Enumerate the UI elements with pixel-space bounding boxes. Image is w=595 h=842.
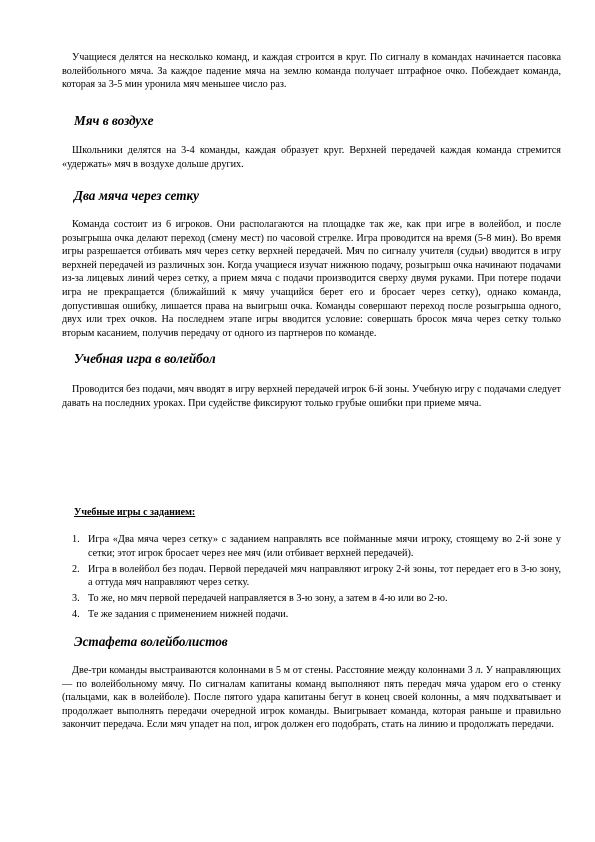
list-item-number: 3. — [72, 593, 80, 605]
section-text-training-game: Проводится без подачи, мяч вводят в игру верхней передачей игрок 6-й зоны. Учебную игру с подачами следует давать на последних уроках. При судействе фиксируют только грубые ошибки при приеме мяча. — [62, 384, 561, 409]
list-item — [62, 608, 561, 622]
list-item-number: 1. — [72, 534, 80, 545]
section-title-two-balls: Два мяча через сетку — [74, 188, 199, 203]
section-title-ball-in-air: Мяч в воздухе — [74, 113, 154, 128]
list-item — [62, 533, 561, 560]
section-text-two-balls: Команда состоит из 6 игроков. Они располагаются на площадке так же, как при игре в волейбол, и после розыгрыша очка делают переход (смену мест) по часовой стрелке. Игра проводится на время (5-8 мин). Во время игры разрешается отбивать мяч через сетку верхней передачей. Мяч по сигналу учителя (судьи) вводится в игру верхней передачей из различных зон. Когда учащиеся изучат нижнюю подачу, розыгрыш очка начинают подачами из-за лицевых линий через сетку, а прием мяча с подачи производится сверху двумя руками. При потере подачи игра не прекращается (ближайший к мячу учащийся берет его и бросает через сетку), однако команда, допустившая ошибку, лишается права на выигрыш очка. Команды совершают переход после розыгрыша одного, двух или трех очков. На последнем этапе игры вводится условие: совершать бросок мяча через сетку только вторым касанием, получив передачу от одного из партнеров по команде. — [62, 219, 561, 339]
section-text-ball-in-air: Школьники делятся на 3-4 команды, каждая образует круг. Верхней передачей каждая команда стремится «удержать» мяч в воздухе дольше других. — [62, 145, 561, 170]
list-item-text: Игра «Два мяча через сетку» с заданием направлять все пойманные мячи игроку, стоящему во 2-й зоне у сетки; этот игрок бросает через нее мяч (или отбивает верхней передачей). — [88, 534, 561, 559]
list-item-text: Игра в волейбол без подач. Первой передачей мяч направляют игроку 2-й зоны, тот передает его в 3-ю зону, а оттуда мяч направляют через сетку. — [88, 563, 561, 589]
list-item-number: 4. — [72, 609, 80, 621]
section-title-training-game: Учебная игра в волейбол — [74, 351, 216, 366]
tasks-title: Учебные игры с заданием: — [74, 507, 196, 518]
list-item-text: То же, но мяч первой передачей направляется в 3-ю зону, а затем в 4-ю или во 2-ю. — [88, 593, 448, 605]
relay-title: Эстафета волейболистов — [74, 634, 228, 649]
tasks-list — [62, 533, 561, 625]
list-item-number: 2. — [72, 563, 80, 575]
intro-paragraph: Учащиеся делятся на несколько команд, и каждая строится в круг. По сигналу в командах начинается пасовка волейбольного мяча. За каждое падение мяча на землю команда получает штрафное очко. Побеждает команда, которая за 3-5 мин уронила мяч меньшее число раз. — [62, 52, 561, 91]
list-item-text: Те же задания с применением нижней подачи. — [88, 609, 289, 621]
relay-text: Две-три команды выстраиваются колоннами в 5 м от стены. Расстояние между колоннами 3 л. У направляющих — по волейбольному мячу. По сигналам капитаны команд выполняют пять передач мяча ударом его о стенку (пальцами, как в волейболе). После пятого удара капитаны бегут в конец своей колонны, а мяч подхватывает и продолжает выполнять передачи очередной игрок команды. Выигрывает команда, которая раньше и правильно закончит передача. Если мяч упадет на пол, игрок должен его подобрать, стать на линию и продолжать передачи. — [62, 665, 561, 731]
list-item — [62, 592, 561, 606]
list-item — [62, 563, 561, 590]
